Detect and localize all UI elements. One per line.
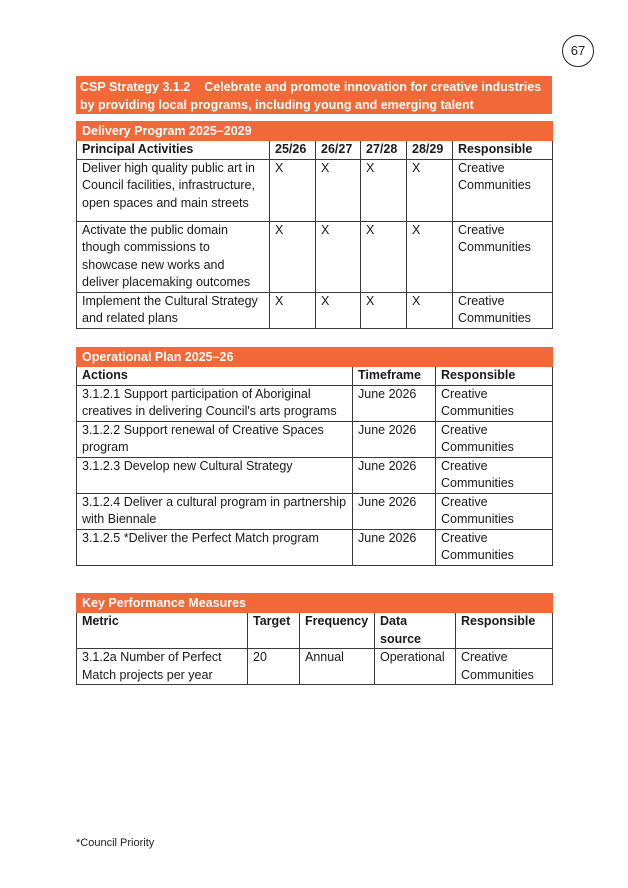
page-number: 67 <box>562 35 594 67</box>
kpm-table <box>76 593 553 685</box>
strategy-banner <box>76 76 552 114</box>
col-responsible: Responsible <box>456 613 553 649</box>
year-mark: X <box>270 159 316 221</box>
responsible-cell: Creative Communities <box>453 292 553 328</box>
col-28-29: 28/29 <box>407 141 453 160</box>
action-cell: 3.1.2.2 Support renewal of Creative Spaces program <box>77 421 353 457</box>
year-mark: X <box>407 221 453 292</box>
col-frequency: Frequency <box>300 613 375 649</box>
col-data-source: Data source <box>375 613 456 649</box>
table-row <box>77 159 553 221</box>
target-cell: 20 <box>248 649 300 685</box>
year-mark: X <box>361 292 407 328</box>
footnote: *Council Priority <box>76 837 155 849</box>
frequency-cell: Annual <box>300 649 375 685</box>
responsible-cell: Creative Communities <box>453 159 553 221</box>
table-row <box>77 421 553 457</box>
action-cell: 3.1.2.1 Support participation of Aboriginal creatives in delivering Council's arts programs <box>77 385 353 421</box>
operational-plan-table <box>76 347 553 566</box>
year-mark: X <box>361 159 407 221</box>
table-row <box>77 292 553 328</box>
year-mark: X <box>407 292 453 328</box>
year-mark: X <box>407 159 453 221</box>
table-row <box>77 529 553 565</box>
action-cell: 3.1.2.4 Deliver a cultural program in partnership with Biennale <box>77 493 353 529</box>
year-mark: X <box>270 292 316 328</box>
col-principal-activities: Principal Activities <box>77 141 270 160</box>
responsible-cell: Creative Communities <box>436 385 553 421</box>
responsible-cell: Creative Communities <box>436 493 553 529</box>
timeframe-cell: June 2026 <box>353 421 436 457</box>
responsible-cell: Creative Communities <box>436 457 553 493</box>
action-cell: 3.1.2.5 *Deliver the Perfect Match program <box>77 529 353 565</box>
delivery-program-title: Delivery Program 2025–2029 <box>77 122 553 141</box>
strategy-text: Celebrate and promote innovation for creative industries by providing local programs, including young and emerging talent <box>80 80 542 112</box>
delivery-program-table <box>76 121 553 329</box>
col-26-27: 26/27 <box>316 141 361 160</box>
activity-cell: Activate the public domain though commissions to showcase new works and deliver placemaking outcomes <box>77 221 270 292</box>
col-target: Target <box>248 613 300 649</box>
table-row <box>77 493 553 529</box>
table-row <box>77 221 553 292</box>
table-row <box>77 385 553 421</box>
timeframe-cell: June 2026 <box>353 529 436 565</box>
col-timeframe: Timeframe <box>353 367 436 386</box>
operational-plan-title: Operational Plan 2025–26 <box>77 348 553 367</box>
responsible-cell: Creative Communities <box>453 221 553 292</box>
col-metric: Metric <box>77 613 248 649</box>
activity-cell: Implement the Cultural Strategy and related plans <box>77 292 270 328</box>
activity-cell: Deliver high quality public art in Council facilities, infrastructure, open spaces and main streets <box>77 159 270 221</box>
col-responsible: Responsible <box>436 367 553 386</box>
data-source-cell: Operational <box>375 649 456 685</box>
timeframe-cell: June 2026 <box>353 457 436 493</box>
action-cell: 3.1.2.3 Develop new Cultural Strategy <box>77 457 353 493</box>
timeframe-cell: June 2026 <box>353 385 436 421</box>
year-mark: X <box>316 159 361 221</box>
responsible-cell: Creative Communities <box>436 529 553 565</box>
kpm-title: Key Performance Measures <box>77 594 553 613</box>
timeframe-cell: June 2026 <box>353 493 436 529</box>
table-row <box>77 457 553 493</box>
year-mark: X <box>361 221 407 292</box>
year-mark: X <box>316 221 361 292</box>
strategy-code: CSP Strategy 3.1.2 <box>80 80 191 94</box>
col-responsible: Responsible <box>453 141 553 160</box>
year-mark: X <box>316 292 361 328</box>
responsible-cell: Creative Communities <box>456 649 553 685</box>
responsible-cell: Creative Communities <box>436 421 553 457</box>
table-row <box>77 649 553 685</box>
col-27-28: 27/28 <box>361 141 407 160</box>
col-actions: Actions <box>77 367 353 386</box>
year-mark: X <box>270 221 316 292</box>
metric-cell: 3.1.2a Number of Perfect Match projects per year <box>77 649 248 685</box>
col-25-26: 25/26 <box>270 141 316 160</box>
